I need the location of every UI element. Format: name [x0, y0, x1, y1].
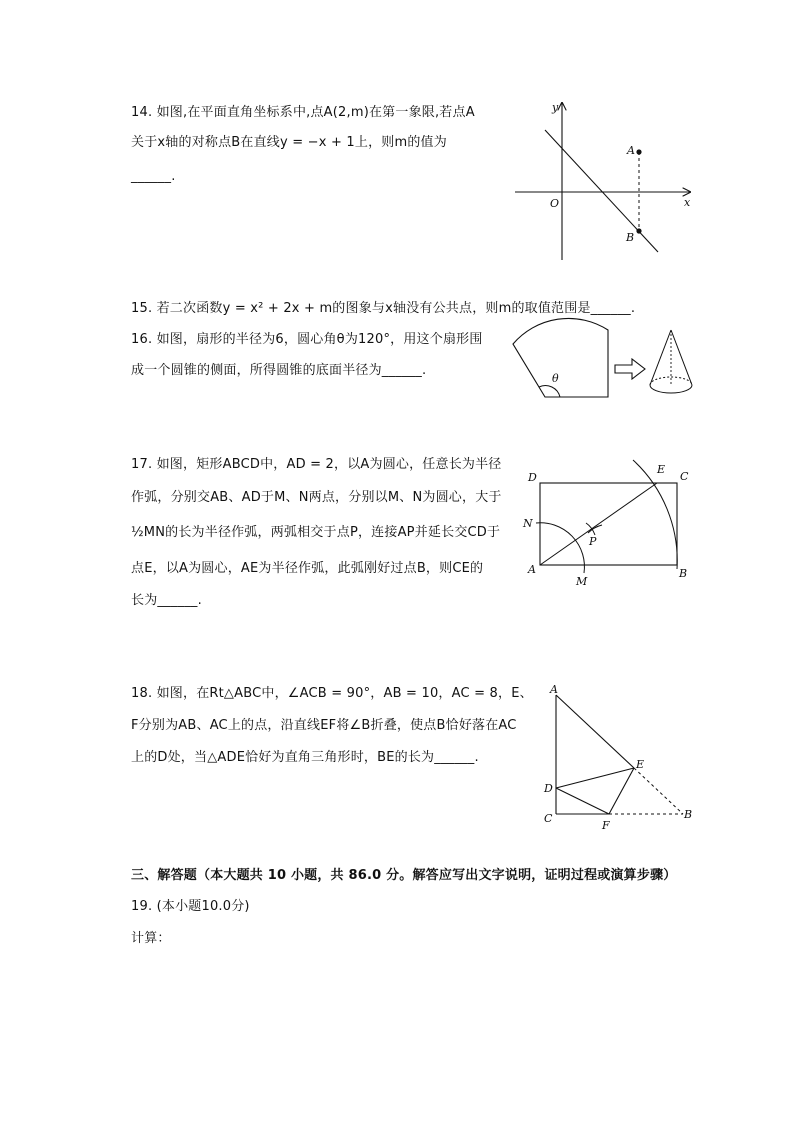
p16-sector	[513, 318, 608, 397]
p14-point-b	[636, 228, 641, 233]
p17-rectangle-abcd	[540, 483, 677, 565]
p18-segment-df	[556, 788, 609, 814]
p17-label-d: D	[528, 471, 537, 484]
p17-label-n: N	[523, 517, 533, 530]
p17-label-m: M	[576, 575, 588, 588]
p16-line-2: 成一个圆锥的侧面，所得圆锥的底面半径为______.	[131, 363, 427, 378]
p17-label-a: A	[528, 563, 536, 576]
p14-label-o: O	[550, 197, 560, 210]
p18-segment-de	[556, 768, 634, 788]
p14-line-1: 14. 如图,在平面直角坐标系中,点A(2,m)在第一象限,若点A	[131, 105, 475, 120]
p17-rectangle-figure	[518, 455, 698, 590]
p17-label-b: B	[679, 567, 688, 580]
p16-arrow	[615, 359, 645, 379]
p14-point-a	[636, 149, 641, 154]
p16-sector-cone-figure	[505, 322, 705, 404]
p16-cone-right	[671, 330, 692, 385]
p18-side-ae	[556, 695, 634, 768]
p17-arc-be	[633, 460, 677, 569]
p18-label-d: D	[544, 782, 553, 795]
p18-label-c: C	[544, 812, 553, 825]
p17-label-e: E	[657, 463, 666, 476]
p18-label-e: E	[636, 758, 645, 771]
p17-line-ae	[540, 483, 657, 565]
p16-label-theta: θ	[552, 372, 559, 385]
p14-label-a: A	[627, 144, 635, 157]
p18-label-a: A	[550, 683, 558, 696]
p17-label-c: C	[680, 470, 689, 483]
section3-heading: 三、解答题（本大题共 10 小题，共 86.0 分。解答应写出文字说明，证明过程或演算步骤）	[131, 868, 677, 883]
p17-label-p: P	[589, 535, 597, 548]
p18-line-1: 18. 如图，在Rt△ABC中，∠ACB = 90°，AB = 10，AC = 8，E、	[131, 686, 533, 701]
p14-coordinate-figure	[510, 95, 700, 265]
p18-line-2: F分别为AB、AC上的点，沿直线EF将∠B折叠，使点B恰好落在AC	[131, 718, 517, 733]
p17-line-2: 作弧，分别交AB、AD于M、N两点，分别以M、N为圆心，大于	[131, 490, 502, 505]
p19-title: 19. (本小题10.0分)	[131, 899, 250, 914]
p14-line-2: 关于x轴的对称点B在直线y = −x + 1上，则m的值为	[131, 135, 447, 150]
p17-line-4: 点E，以A为圆心，AE为半径作弧，此弧刚好过点B，则CE的	[131, 561, 484, 576]
p15-line-1: 15. 若二次函数y = x² + 2x + m的图象与x轴没有公共点，则m的取值范围是______.	[131, 301, 636, 316]
p18-label-f: F	[602, 819, 610, 832]
p18-line-3: 上的D处，当△ADE恰好为直角三角形时，BE的长为______.	[131, 750, 479, 765]
p18-triangle-figure	[538, 680, 698, 835]
p17-line-3: ½MN的长为半径作弧，两弧相交于点P，连接AP并延长交CD于	[131, 525, 501, 540]
p18-label-b: B	[684, 808, 693, 821]
p14-label-x: x	[684, 196, 691, 209]
p14-label-b: B	[626, 231, 635, 244]
p18-fold-ef	[609, 768, 634, 814]
p14-line-3: ______.	[131, 169, 176, 184]
p16-cone-base-front	[650, 385, 692, 393]
p19-text: 计算：	[131, 931, 171, 946]
p14-label-y: y	[552, 101, 559, 114]
p16-line-1: 16. 如图，扇形的半径为6，圆心角θ为120°，用这个扇形围	[131, 332, 483, 347]
p17-line-1: 17. 如图，矩形ABCD中，AD = 2，以A为圆心，任意长为半径	[131, 457, 502, 472]
p18-side-eb-dashed	[634, 768, 683, 814]
p17-line-5: 长为______.	[131, 593, 202, 608]
